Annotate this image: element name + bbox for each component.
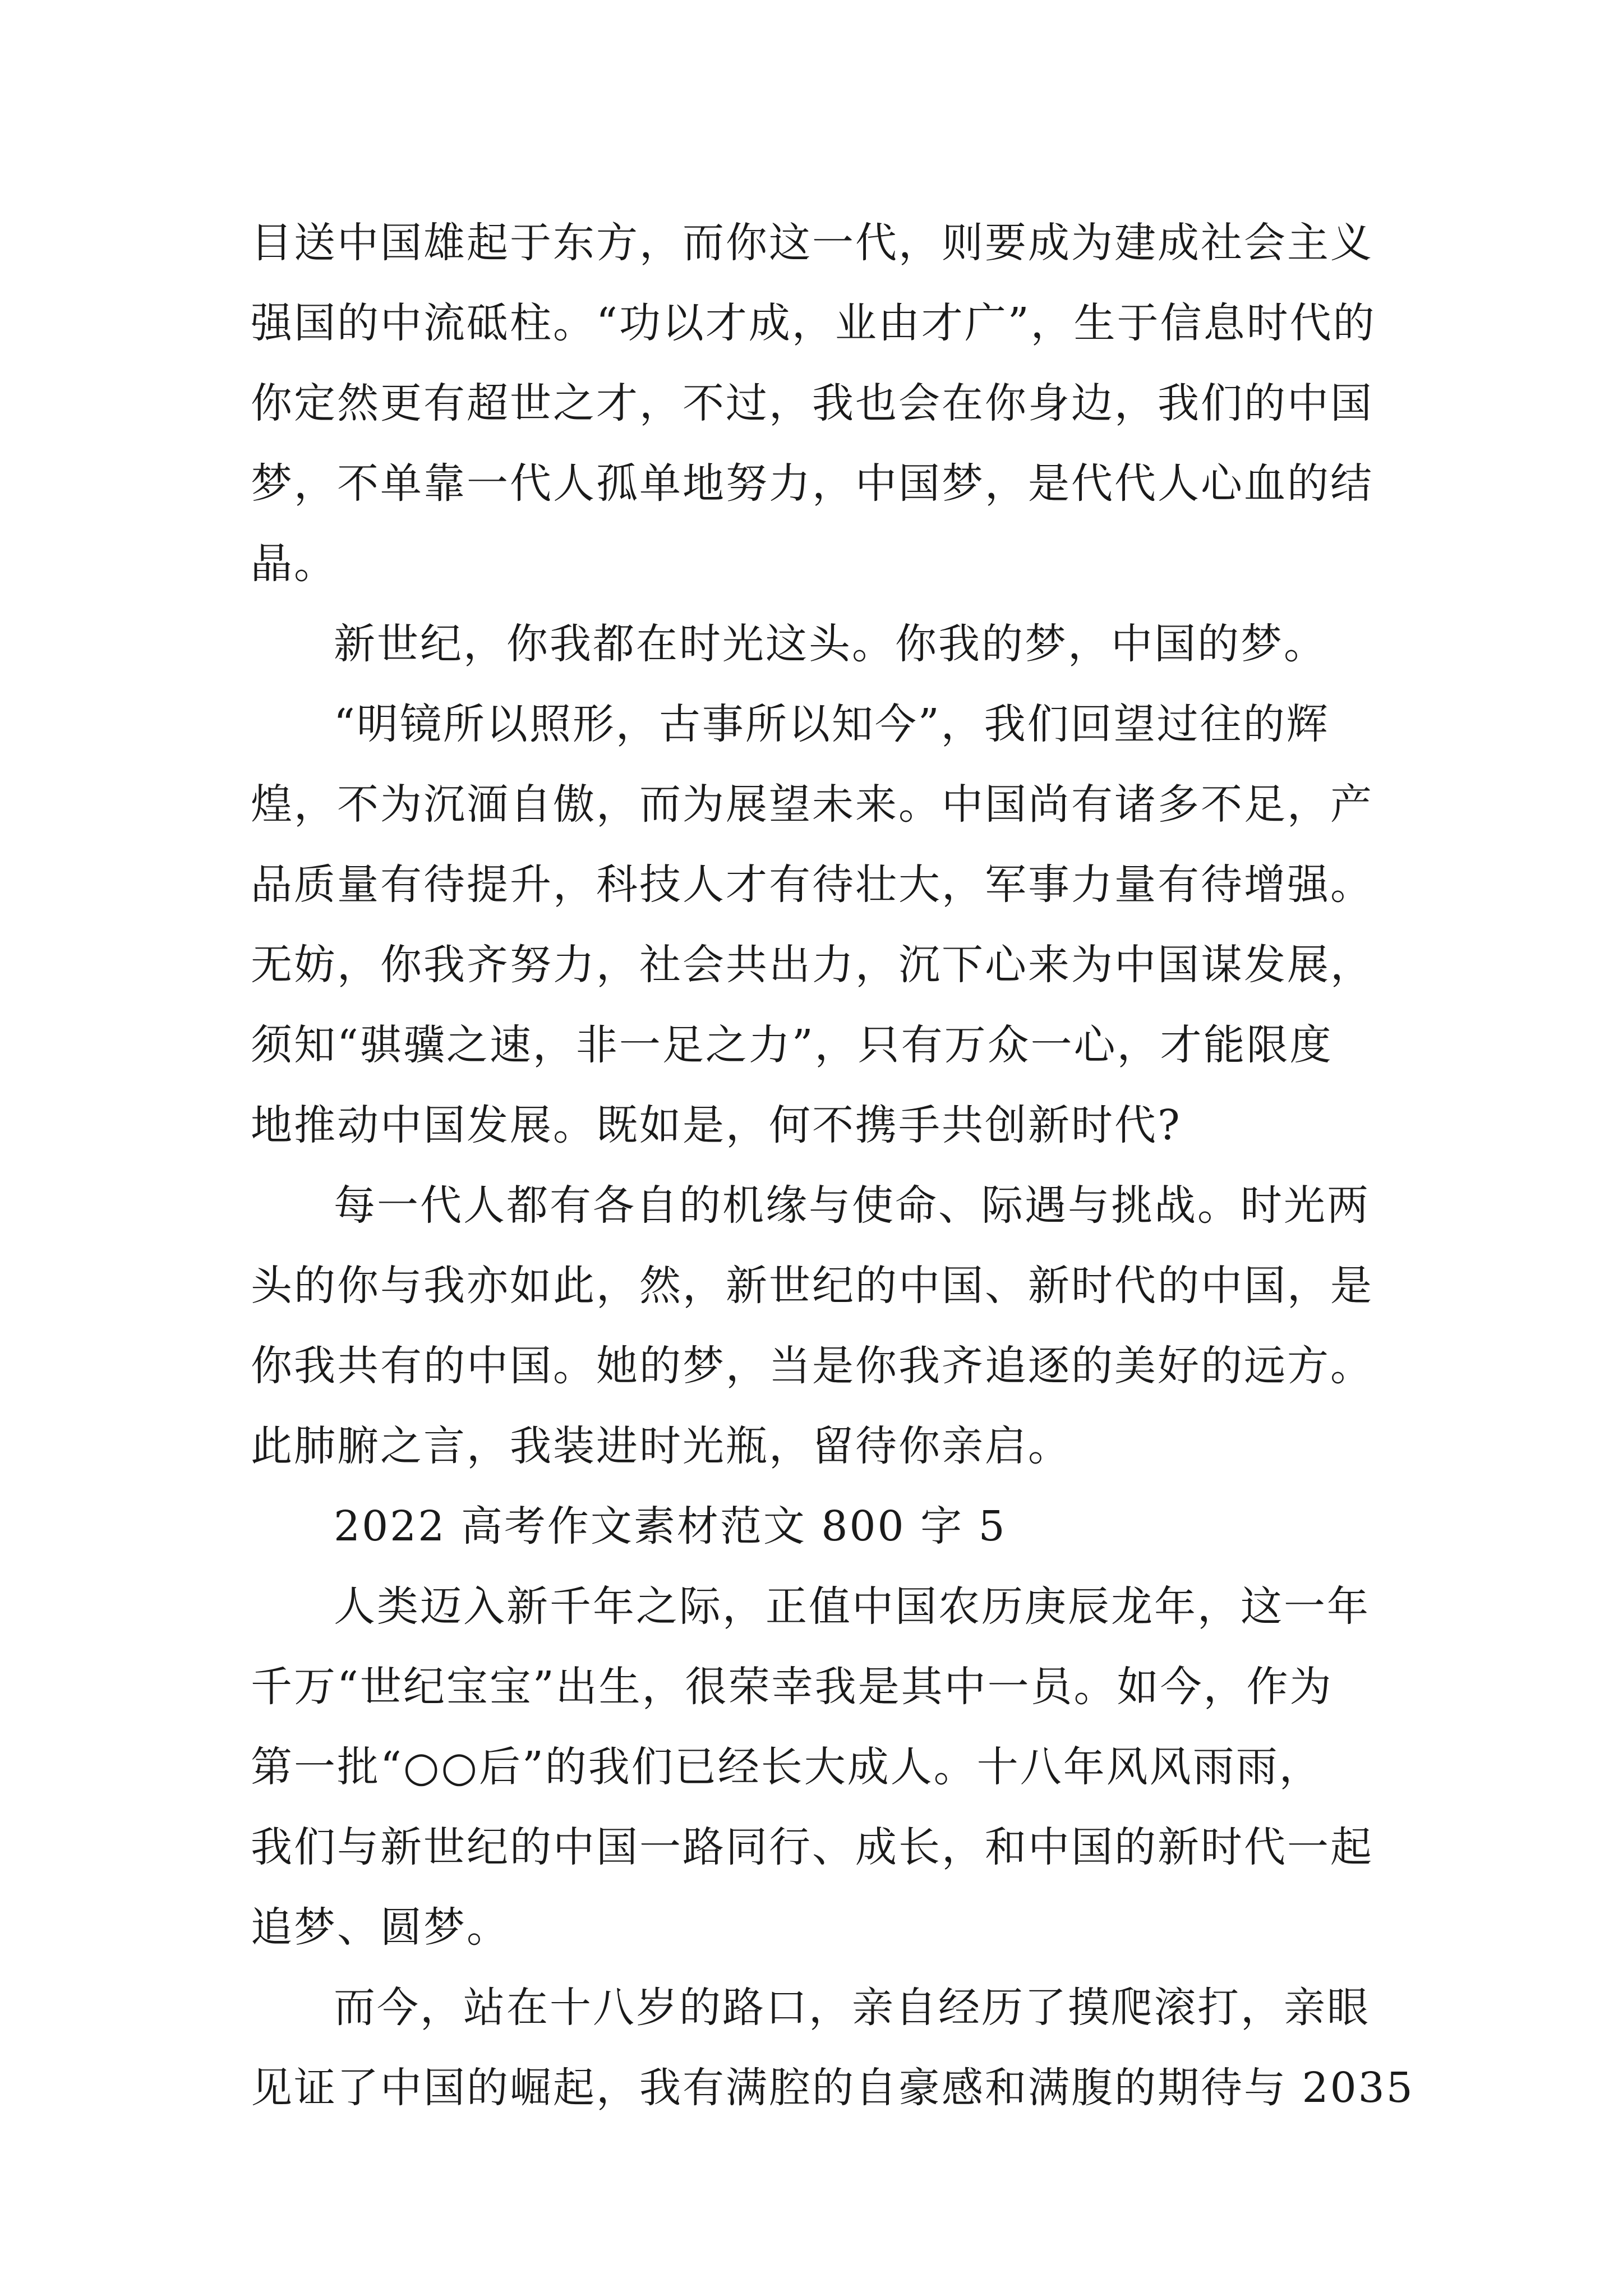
- text-line: 煌，不为沉湎自傲，而为展望未来。中国尚有诸多不足，产: [251, 780, 1373, 829]
- paragraph-start-line: 新世纪，你我都在时光这头。你我的梦，中国的梦。: [334, 620, 1327, 668]
- text-line: 你定然更有超世之才，不过，我也会在你身边，我们的中国: [251, 379, 1373, 427]
- text-line: 强国的中流砥柱。“功以才成，业由才广”，生于信息时代的: [251, 299, 1376, 347]
- text-line: 我们与新世纪的中国一路同行、成长，和中国的新时代一起: [251, 1823, 1373, 1871]
- text-line: 须知“骐骥之速，非一足之力”，只有万众一心，才能限度: [251, 1021, 1333, 1069]
- text-line: 地推动中国发展。既如是，何不携手共创新时代?: [251, 1101, 1182, 1149]
- text-line: 千万“世纪宝宝”出生，很荣幸我是其中一员。如今，作为: [251, 1663, 1333, 1711]
- paragraph-start-line: 而今，站在十八岁的路口，亲自经历了摸爬滚打，亲眼: [334, 1984, 1370, 2032]
- text-line: 追梦、圆梦。: [251, 1903, 510, 1952]
- section-heading: 2022 高考作文素材范文 800 字 5: [334, 1502, 1007, 1550]
- paragraph-start-line: 每一代人都有各自的机缘与使命、际遇与挑战。时光两: [334, 1181, 1370, 1230]
- text-line: 第一批“○○后”的我们已经长大成人。十八年风风雨雨，: [251, 1743, 1322, 1791]
- text-line: 目送中国雄起于东方，而你这一代，则要成为建成社会主义: [251, 219, 1373, 267]
- text-line: 见证了中国的崛起，我有满腔的自豪感和满腹的期待与 2035: [251, 2064, 1414, 2112]
- text-line: 此肺腑之言，我装进时光瓶，留待你亲启。: [251, 1422, 1071, 1470]
- text-line: 无妨，你我齐努力，社会共出力，沉下心来为中国谋发展，: [251, 941, 1373, 989]
- text-line: 你我共有的中国。她的梦，当是你我齐追逐的美好的远方。: [251, 1342, 1373, 1390]
- text-line: 晶。: [251, 540, 337, 588]
- text-line: 头的你与我亦如此，然，新世纪的中国、新时代的中国，是: [251, 1262, 1373, 1310]
- paragraph-start-line: “明镜所以照形，古事所以知今”，我们回望过往的辉: [334, 700, 1330, 748]
- text-line: 梦，不单靠一代人孤单地努力，中国梦，是代代人心血的结: [251, 459, 1373, 508]
- paragraph-start-line: 人类迈入新千年之际，正值中国农历庚辰龙年，这一年: [334, 1582, 1370, 1631]
- text-line: 品质量有待提升，科技人才有待壮大，军事力量有待增强。: [251, 861, 1373, 909]
- document-body: [251, 203, 1414, 2128]
